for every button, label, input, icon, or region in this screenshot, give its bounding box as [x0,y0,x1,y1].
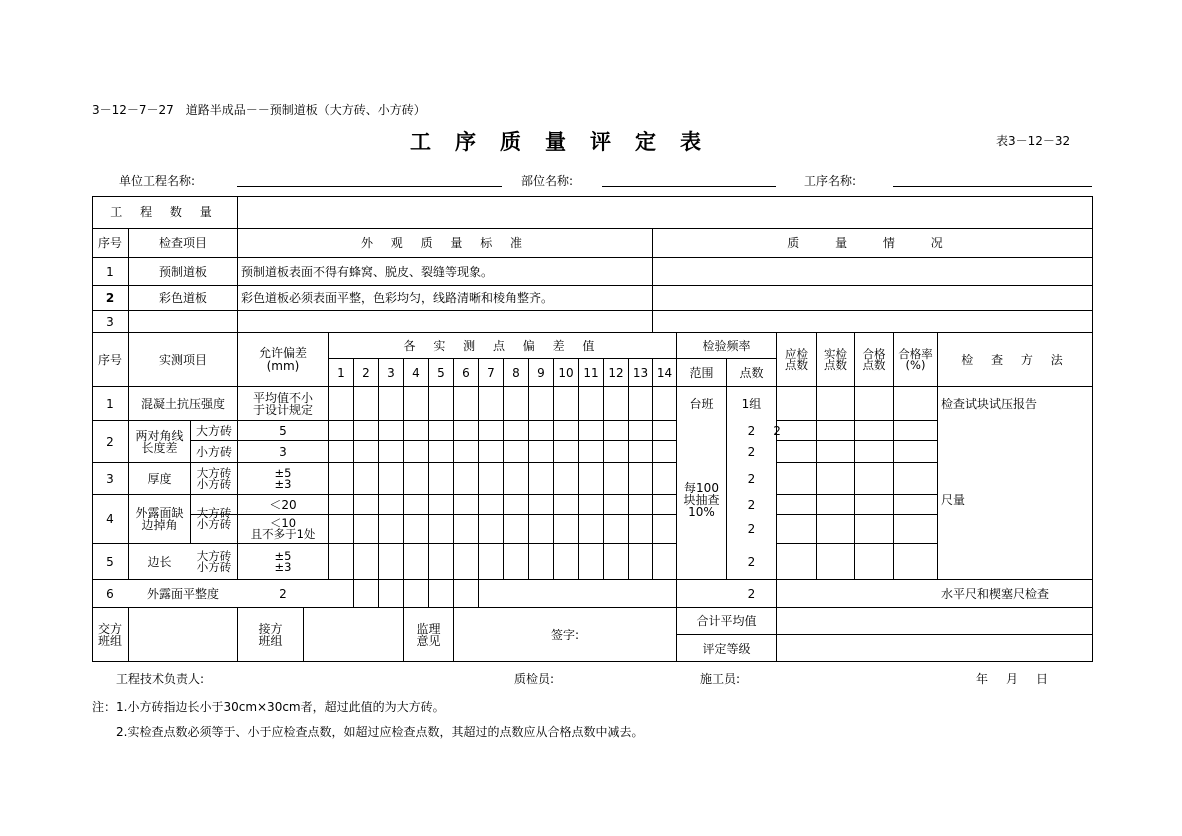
point-number-9: 9 [537,365,545,380]
point-number-2: 2 [362,365,370,380]
point-number-1: 1 [337,365,345,380]
merged-scope-c: 10% [688,505,715,519]
qualified-label: 合格 [862,346,886,361]
table-number: 表3－12－32 [996,134,1071,148]
measure-row-4-allow-big: ＜20 [269,497,297,512]
should-check-points-label: 点数 [785,357,808,372]
merged-scope-cell [677,421,726,579]
pass-rate-header [894,333,937,386]
measure-row-4-points-big: 2 [747,497,756,512]
total-average-label: 合计平均值 [696,614,757,628]
measure-row-4-allow-small-a: ＜10 [269,516,297,530]
point-deviation-header: 各 实 测 点 偏 差 值 [403,338,602,353]
actual-check-points-label: 点数 [824,357,847,372]
measure-row-3-points: 2 [747,471,756,486]
measure-row-6-allowance: 2 [279,586,287,601]
appearance-row-2-standard: 彩色道板必须表面平整，色彩均匀，线路清晰和棱角整齐。 [241,291,554,305]
measure-row-1-allowance [238,387,328,420]
measure-row-4-allow-small-b: 且不多于1处 [250,527,316,541]
measure-row-6-method: 水平尺和楔塞尺检查 [941,586,1050,601]
appearance-standard-header: 外 观 质 量 标 准 [360,236,530,250]
measure-row-1-allowance-a: 平均值不小 [252,390,313,405]
measure-row-5-allow-big: ±5 [274,548,292,563]
merged-scope-b: 块抽查 [683,493,720,507]
measure-row-3-sub-big: 大方砖 [196,465,232,480]
date-label: 年 月 日 [976,672,1052,686]
point-number-5: 5 [437,365,445,380]
project-qty-field[interactable] [238,197,1092,228]
allowed-deviation-header [238,333,328,386]
measure-row-4-sub-big: 大方砖 [196,506,232,520]
measure-row-3-sub [191,463,237,494]
receive-b: 班组 [258,634,283,648]
check-item-header: 检查项目 [158,236,207,250]
measure-row-1-points: 1组 [741,396,762,411]
note-2: 2.实检查点数必须等于、小于应检查点数，如超过应检查点数，其超过的点数应从合格点数中减去。 [116,725,644,739]
measure-row-2-allow-big: 5 [279,423,287,438]
measure-row-2-sub-small: 小方砖 [195,444,232,459]
measure-row-3-allow-big: ±5 [274,465,292,480]
project-qty-label: 工 程 数 量 [110,205,219,219]
handover-team-label [92,608,128,662]
part-name-field[interactable] [602,186,776,187]
appearance-row-1-standard: 预制道板表面不得有蜂窝、脱皮、裂缝等现象。 [241,264,494,279]
measure-seq-header: 序号 [97,352,122,367]
measure-row-1-scope: 台班 [689,396,714,411]
appearance-row-2-status[interactable] [653,286,1092,310]
should-check-label: 应检 [785,346,808,361]
appearance-row-1-item: 预制道板 [158,264,207,279]
measure-row-5-allow-small: ±3 [274,559,292,574]
measure-row-5-allowance [238,544,328,579]
point-number-12: 12 [608,365,624,380]
note-1: 注：1.小方砖指边长小于30cm×30cm者，超过此值的为大方砖。 [92,700,445,714]
measure-row-4-no: 4 [106,512,114,526]
pass-rate-unit: (%) [905,357,926,372]
measure-row-6-no: 6 [106,586,114,601]
builder-label: 施工员: [700,672,741,686]
point-number-13: 13 [632,365,649,380]
point-number-10: 10 [558,365,574,380]
form-code-line: 3－12－7－27 道路半成品－－预制道板（大方砖、小方砖） [92,103,426,117]
page-title: 工序质量评定表 [410,129,725,154]
measure-row-1-allowance-b: 于设计规定 [252,402,313,417]
total-average-field[interactable] [777,608,1093,634]
handover-b: 班组 [97,634,122,648]
unit-project-label: 单位工程名称: [119,174,196,188]
measure-row-3-no: 3 [106,471,114,486]
appearance-row-3-status[interactable] [653,311,1092,332]
supervision-label [404,608,453,662]
appearance-row-3-no: 3 [106,314,114,329]
points-header: 点数 [739,365,764,380]
actual-check-points-header [817,333,854,386]
measure-row-2-item-a: 两对角线 [135,428,184,443]
measure-row-2-points-big-val: 2 [747,423,756,438]
receiving-team-field[interactable] [304,608,403,662]
actual-check-label: 实检 [824,346,847,361]
measure-row-3-allow-small: ±3 [274,476,292,491]
point-number-4: 4 [412,365,420,380]
process-name-label: 工序名称: [804,174,857,188]
measure-row-5-item: 边长 [147,554,172,569]
measure-row-2-no: 2 [106,434,114,449]
should-check-points-header [777,333,816,386]
tech-lead-label: 工程技术负责人: [116,672,205,686]
measure-row-5-points: 2 [747,554,756,569]
point-number-7: 7 [487,365,495,380]
point-number-14: 14 [656,365,673,380]
measure-row-3-sub-small: 小方砖 [196,476,232,491]
qualified-points-header [855,333,893,386]
pass-rate-label: 合格率 [898,346,933,361]
supervision-b: 意见 [416,634,441,648]
receive-a: 接方 [258,622,283,636]
process-name-field[interactable] [893,186,1092,187]
measure-row-4-sub-small: 小方砖 [196,517,232,531]
check-method-header: 检 查 方 法 [961,352,1070,367]
measure-row-2-item-b: 长度差 [141,440,178,455]
measure-row-5-sub-big: 大方砖 [196,548,232,563]
handover-team-field[interactable] [129,608,237,662]
inspector-label: 质检员: [514,672,555,686]
measure-row-6-points: 2 [747,586,756,601]
measure-row-3-item: 厚度 [147,471,172,486]
quality-status-header: 质 量 情 况 [787,236,959,250]
appearance-row-1-status[interactable] [653,258,1092,285]
qualified-points-label: 点数 [862,357,886,372]
evaluation-grade-label: 评定等级 [702,641,751,656]
unit-project-field[interactable] [237,186,502,187]
measure-row-1-item: 混凝土抗压强度 [140,396,225,411]
scope-header: 范围 [689,365,714,380]
allowed-deviation-unit: (mm) [266,359,300,373]
quality-form-table: 工 程 数 量 序号 检查项目 外 观 质 量 标 准 质 量 情 况 1 预制道板 预制道板表面不得有蜂窝、脱皮、裂缝等现象。 2 彩色道板 彩色道板必须表面平整，色彩均匀，线路清晰和棱角整齐。 3 序号 实测项目 允许偏差 (mm) 各 实 测 点 偏 差 值 检验频率 范围 点数 应检 点数 实检 点数 合格 点数 合格率 (%) 检 查 方 法 1 混凝土抗压强度 平均值不小 于设计规定 台班 1组 检查试块试压报告 2 两对角线 长度差 大方砖 小方砖 5 3 2 2 2 3 厚度 大方砖 小方砖 ±5 ±3 2 4 外露面缺 边掉角 大方砖 小方砖 ＜20 ＜10 且不多于1处 2 2 5 边长 大方砖 小方砖 ±5 ±3 2 每100 块抽查 10% 尺量 6 外露面平整度 2 2 水平尺和楔塞尺检查 交方 班组 接方 班组 监理 意见 签字: 合计平均值 评定等级 1 2 3 4 5 6 7 8 9 10 11 12 13 14 [92,196,1093,662]
measure-row-2-item [129,421,190,462]
part-name-label: 部位名称: [521,174,574,188]
receiving-team-label [238,608,303,662]
point-number-11: 11 [583,365,599,380]
appearance-row-2-no: 2 [105,291,115,305]
allowed-deviation-label: 允许偏差 [258,346,307,360]
measure-row-2-sub-big: 大方砖 [195,423,232,438]
measure-row-2-allow-small: 3 [279,444,287,459]
measure-row-4-allow-small [238,515,328,543]
measure-row-1-method: 检查试块试压报告 [941,396,1038,411]
measure-row-4-item-b: 边掉角 [141,518,178,532]
measure-row-4-points-small: 2 [747,522,756,536]
handover-a: 交方 [97,622,122,636]
measure-row-3-allowance [238,463,328,494]
measure-row-5-no: 5 [106,554,114,569]
measure-row-6-item: 外露面平整度 [146,586,219,601]
point-number-8: 8 [512,365,520,380]
point-number-3: 3 [387,365,395,380]
measure-row-1-no: 1 [106,396,114,411]
merged-scope-a: 每100 [684,481,719,495]
seq-header: 序号 [97,236,122,250]
supervision-a: 监理 [416,622,441,636]
point-number-6: 6 [462,365,470,380]
measure-item-header: 实测项目 [158,352,207,367]
inspection-frequency-header: 检验频率 [702,338,751,353]
appearance-row-1-no: 1 [106,264,114,279]
measure-row-2-points-small-val: 2 [747,444,756,459]
signature-label[interactable]: 签字: [550,628,580,642]
measure-row-5-sub [191,544,237,579]
merged-method-ruler: 尺量 [941,493,966,507]
measure-row-4-item [129,495,190,543]
measure-row-4-item-a: 外露面缺 [135,506,184,520]
appearance-row-2-item: 彩色道板 [158,291,207,305]
measure-row-4-sub [191,495,237,543]
measure-row-5-sub-small: 小方砖 [196,559,232,574]
evaluation-grade-field[interactable] [777,635,1093,662]
